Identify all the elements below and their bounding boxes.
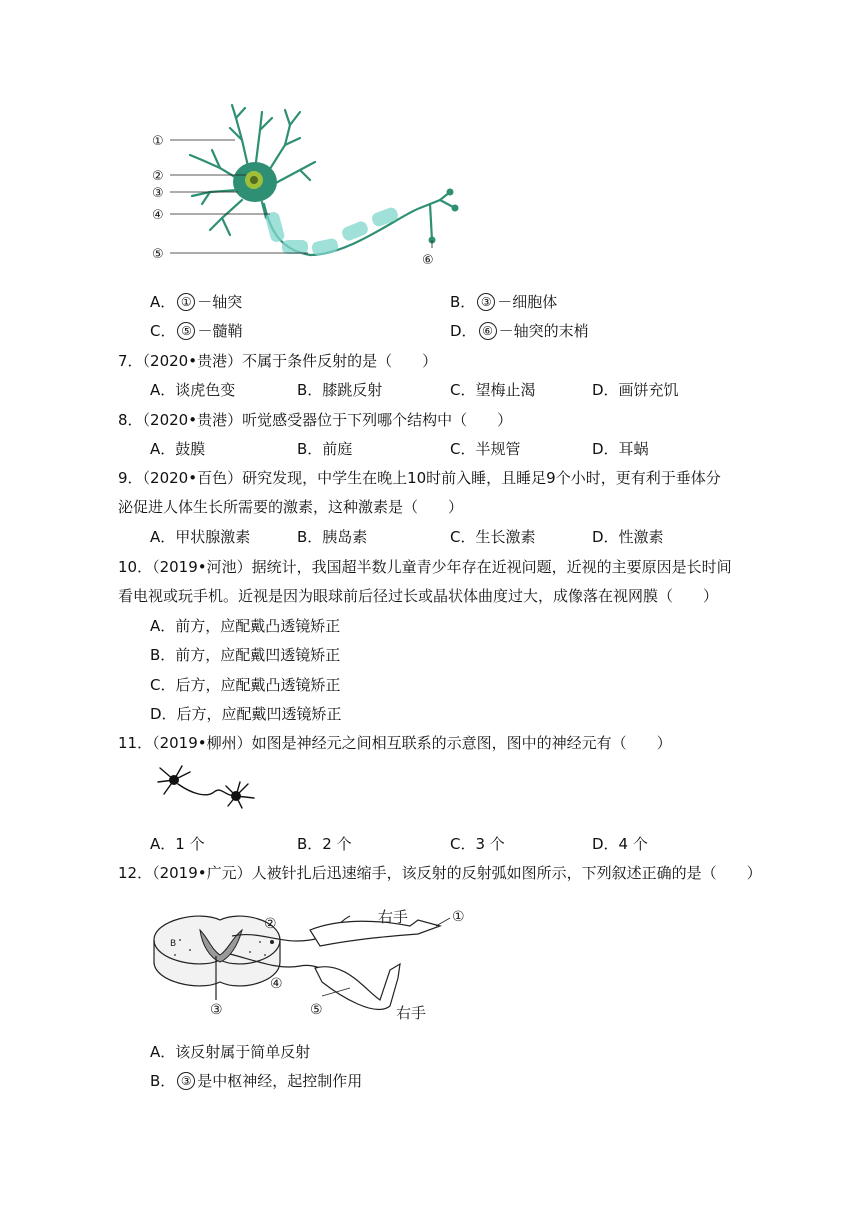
q8-option-c[interactable]: C．半规管 <box>450 440 521 458</box>
q10-option-c[interactable]: C．后方，应配戴凸透镜矫正 <box>150 676 341 694</box>
q6-option-d-mark: ⑥ <box>479 322 497 340</box>
q7-option-b[interactable]: B．膝跳反射 <box>297 381 383 399</box>
q9-option-c[interactable]: C．生长激素 <box>450 528 536 546</box>
reflex-label-3: ③ <box>210 1002 223 1018</box>
reflex-arc-figure <box>150 900 480 1030</box>
q11-option-b[interactable]: B．2 个 <box>297 835 352 853</box>
q12-stem: 12．（2019•广元）人被针扎后迅速缩手，该反射的反射弧如图所示，下列叙述正确的是（ ） <box>118 864 762 882</box>
q6-option-b[interactable] <box>450 292 557 312</box>
reflex-hand-bottom-label: 右手 <box>396 1004 427 1022</box>
q9-stem-line1: 9．（2020•百色）研究发现，中学生在晚上10时前入睡，且睡足9个小时，更有利于垂体分 <box>118 469 721 487</box>
q6-option-a[interactable] <box>150 292 242 312</box>
q6-option-d[interactable] <box>450 321 589 341</box>
q7-option-d[interactable]: D．画饼充饥 <box>592 381 679 399</box>
q7-option-a[interactable]: A．谈虎色变 <box>150 381 236 399</box>
q12-option-b-mark: ③ <box>177 1072 195 1090</box>
q10-stem-line1: 10．（2019•河池）据统计，我国超半数儿童青少年存在近视问题，近视的主要原因是长时间 <box>118 558 732 576</box>
neuron-label-2: ② <box>152 169 164 184</box>
reflex-label-4: ④ <box>270 976 283 992</box>
q6-option-b-mark: ③ <box>477 293 495 311</box>
q6-option-d-prefix: D． <box>450 322 477 340</box>
q6-option-c-text: －髓鞘 <box>197 322 243 340</box>
neuron-label-5: ⑤ <box>152 247 164 262</box>
q8-stem: 8．（2020•贵港）听觉感受器位于下列哪个结构中（ ） <box>118 411 513 429</box>
neuron-label-3: ③ <box>152 186 164 201</box>
neuron-label-6: ⑥ <box>422 253 434 268</box>
q8-option-d[interactable]: D．耳蜗 <box>592 440 649 458</box>
q8-option-a[interactable]: A．鼓膜 <box>150 440 206 458</box>
reflex-label-1: ① <box>452 909 465 925</box>
q12-option-a[interactable]: A．该反射属于简单反射 <box>150 1043 311 1061</box>
q9-stem-line2: 泌促进人体生长所需要的激素，这种激素是（ ） <box>118 498 464 516</box>
q9-option-d[interactable]: D．性激素 <box>592 528 664 546</box>
q11-option-d[interactable]: D．4 个 <box>592 835 648 853</box>
q9-option-a[interactable]: A．甲状腺激素 <box>150 528 251 546</box>
q7-option-c[interactable]: C．望梅止渴 <box>450 381 536 399</box>
q10-option-d[interactable]: D．后方，应配戴凹透镜矫正 <box>150 705 342 723</box>
q12-option-b-text: 是中枢神经，起控制作用 <box>197 1072 363 1090</box>
neuron-label-4: ④ <box>152 208 164 223</box>
q10-option-b[interactable]: B．前方，应配戴凹透镜矫正 <box>150 646 341 664</box>
reflex-label-2: ② <box>264 916 277 932</box>
reflex-hand-top-label: 右手 <box>378 908 409 926</box>
q6-option-b-text: －细胞体 <box>497 293 558 311</box>
q9-option-b[interactable]: B．胰岛素 <box>297 528 368 546</box>
q6-option-a-text: －轴突 <box>197 293 243 311</box>
reflex-label-5: ⑤ <box>310 1002 323 1018</box>
q8-option-b[interactable]: B．前庭 <box>297 440 353 458</box>
q11-option-c[interactable]: C．3 个 <box>450 835 505 853</box>
q6-option-c-mark: ⑤ <box>177 322 195 340</box>
q7-stem: 7．（2020•贵港）不属于条件反射的是（ ） <box>118 352 438 370</box>
q6-option-c[interactable] <box>150 321 243 341</box>
neuron-label-1: ① <box>152 134 164 149</box>
q11-stem: 11．（2019•柳州）如图是神经元之间相互联系的示意图，图中的神经元有（ ） <box>118 734 672 752</box>
q6-option-b-prefix: B． <box>450 293 476 311</box>
q12-option-b[interactable] <box>150 1071 362 1091</box>
q11-option-a[interactable]: A．1 个 <box>150 835 205 853</box>
neuron-figure <box>150 100 470 275</box>
neuron-connection-figure <box>152 758 264 810</box>
reflex-letter-b: B <box>170 939 177 949</box>
q6-option-c-prefix: C． <box>150 322 176 340</box>
q6-option-a-prefix: A． <box>150 293 176 311</box>
q6-option-d-text: －轴突的末梢 <box>498 322 589 340</box>
q10-option-a[interactable]: A．前方，应配戴凸透镜矫正 <box>150 617 341 635</box>
q12-option-b-prefix: B． <box>150 1072 176 1090</box>
q10-stem-line2: 看电视或玩手机。近视是因为眼球前后径过长或晶状体曲度过大，成像落在视网膜（ ） <box>118 587 719 605</box>
q6-option-a-mark: ① <box>177 293 195 311</box>
